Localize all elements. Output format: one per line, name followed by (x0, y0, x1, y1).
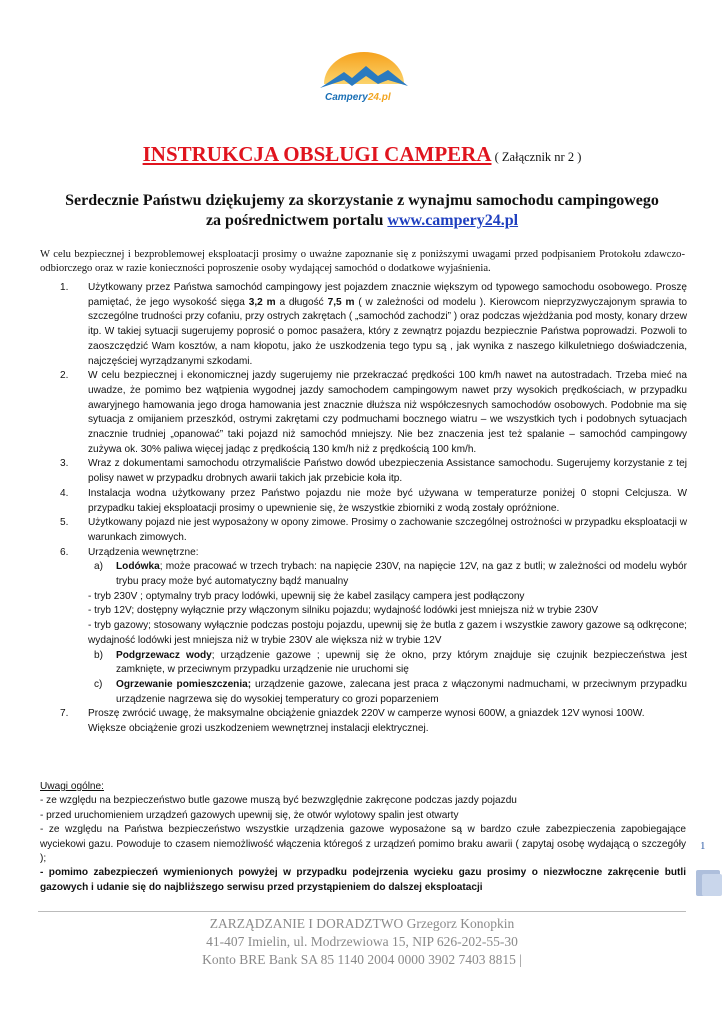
water-heater-text: ; urządzenie gazowe ; upewnij się że okno, przy którym znajduje się czujnik bezpieczeństwa jest zamknięte, w przeciwnym przypadku urządzenie nie uruchomi się (116, 649, 687, 676)
fridge-mode-230v: - tryb 230V ; optymalny tryb pracy lodówki, upewnij się że kabel zasilący campera jest podłączony (88, 590, 525, 602)
sub-item-letter: c) (94, 678, 103, 690)
item-2-text: W celu bezpiecznej i ekonomicznej jazdy sugerujemy nie przekraczać prędkości 100 km/h nawet na autostradach. Trzeba mieć na uwadze, że pomimo bez wątpienia wygodnej jazdy samochodem campingowym nawet przy wysokich prędkościach, w przypadku awaryjnego hamowania jego droga hamowania jest znacznie dłuższa niż współczesnych samochodów osobowych. Podobnie ma się sytuacja z omijaniem przeszkód, ostrymi zakrętami czy podmuchami bocznego wiatru – we wszystkich tych i podobnych sytuacjach znacznie trudniej „opanować” taki pojazd niż samochód mniejszy. Nie bez znaczenia jest też spalanie – samochód campingowy zużywa ok. 30% paliwa więcej jadąc z prędkością 130 km/h niż z prędkością 100 km/h. (88, 370, 687, 455)
footer-company: ZARZĄDZANIE I DORADZTWO Grzegorz Konopkin (209, 916, 515, 931)
list-item-number: 4. (60, 487, 69, 499)
item-7-text: Proszę zwrócić uwagę, że maksymalne obciążenie gniazdek 220V w camperze wynosi 600W, a gniazdek 12V wynosi 100W. (88, 708, 645, 720)
list-item-1 (60, 281, 687, 369)
sub-item-heating (60, 678, 687, 707)
general-notes-heading: Uwagi ogólne: (40, 781, 104, 792)
list-item-number: 2. (60, 370, 69, 382)
intro-paragraph: W celu bezpiecznej i bezproblemowej eksploatacji prosimy o uważne zapoznanie się z poniższymi uwagami przed podpisaniem Protokołu zdawczo-odbiorczego oraz w razie konieczności poproszenie osoby wydającej samochód o dodatkowe wyjaśnienia. (40, 249, 685, 274)
item-1-text-a: Użytkowany przez Państwa samochód campingowy jest pojazdem znacznie większym od typowego samochodu osobowego. Proszę pamiętać, że jego wysokość sięga (88, 282, 687, 308)
vehicle-height: 3,2 m (248, 296, 276, 308)
portal-link[interactable]: www.campery24.pl (387, 212, 519, 229)
general-note: - przed uruchomieniem urządzeń gazowych upewnij się, że otwór wylotowy spalin jest otwarty (40, 809, 459, 821)
page-number: 1 (700, 840, 706, 852)
list-item-number: 6. (60, 546, 69, 558)
thanks-line-2 (30, 211, 694, 231)
title-attachment: ( Załącznik nr 2 ) (491, 150, 582, 164)
item-3-text: Wraz z dokumentami samochodu otrzymaliście Państwo dowód ubezpieczenia Assistance samochodu. Sugerujemy korzystanie z tej polisy nawet w przypadku drobnych awarii takich jak przebicie koła itp. (88, 458, 687, 485)
title-main: INSTRUKCJA OBSŁUGI CAMPERA (142, 142, 492, 166)
list-item-2 (60, 369, 687, 457)
item-1-text-c: ( w zależności od modelu ). Kierowcom nieprzyzwyczajonym sprawia to szczególne trudności przy cofaniu, przy ostrych zakrętach ( „samochód zachodzi” ) oraz podczas wjeżdżania pod mosty, konary drzew itp. W takiej sytuacji sugerujemy poprosić o pomoc pasażera, który z zewnątrz pojazdu bezpiecznie Państwa poprowadzi. Pozwoli to zaoszczędzić Wam kosztów, a nam kłopotu, jako że uszkodzenia tego typu są , jak wynika z naszego kilkuletniego doświadczenia, najczęściej wyrządzanymi szkodami. (88, 296, 688, 367)
list-item-3 (60, 457, 687, 486)
thanks-heading (30, 191, 694, 231)
list-item-number: 7. (60, 708, 69, 720)
fridge-label: Lodówka (116, 561, 160, 573)
list-item-7 (60, 707, 687, 722)
thanks-line-2-text: za pośrednictwem portalu (205, 212, 384, 229)
sub-item-water-heater (60, 649, 687, 678)
general-notes (40, 780, 686, 895)
list-item-6 (60, 546, 687, 561)
list-item-number: 3. (60, 458, 69, 470)
general-note-emphasis: - pomimo zabezpieczeń wymienionych powyżej w przypadku podejrzenia wycieku gazu prosimy o niezwłoczne zakręcenie butli gazowych i udanie się do najbliższego serwisu przed przystąpieniem do dalszej eksploatacji (40, 867, 686, 893)
water-heater-label: Podgrzewacz wody (116, 649, 212, 661)
item-5-text: Użytkowany pojazd nie jest wyposażony w opony zimowe. Prosimy o zachowanie szczególnej ostrożności w przypadku eksploatacji w warunkach zimowych. (88, 517, 687, 543)
logo-suffix: 24.pl (367, 92, 391, 103)
list-item-4 (60, 487, 687, 516)
logo-brand: Campery (325, 92, 368, 103)
list-item-number: 1. (60, 282, 69, 293)
page-corner-decoration (692, 866, 724, 900)
vehicle-length: 7,5 m (327, 296, 355, 308)
general-note: - ze względu na Państwa bezpieczeństwo wszystkie urządzenia gazowe wyposażone są w bardzo czułe zabezpieczenia zapobiegające wyciekowi gazu. Powoduje to czasem niemożliwość włączenia któregoś z urządzeń pomimo braku awarii ( zapytaj osobę wydającą o szczegóły ); (40, 824, 686, 865)
fridge-mode-gas: - tryb gazowy; stosowany wyłącznie podczas postoju pojazdu, upewnij się że butla z gazem i wszystkie zawory gazowe są odkręcone; wydajność lodówki jest mniejsza niż w trybie 230V ale większa niż w trybie 12V (88, 620, 687, 646)
instructions-list (60, 281, 687, 737)
item-1-text-b: a długość (275, 296, 328, 308)
footer (0, 915, 724, 969)
sub-item-letter: a) (94, 561, 103, 573)
document-title (0, 142, 724, 167)
fridge-mode-12v: - tryb 12V; dostępny wyłącznie przy włączonym silniku pojazdu; wydajność lodówki jest mniejsza niż w trybie 230V (88, 605, 599, 617)
sub-item-fridge (60, 560, 687, 589)
logo-wordmark (325, 92, 391, 103)
item-6-text: Urządzenia wewnętrzne: (88, 546, 199, 558)
heating-label: Ogrzewanie pomieszczenia; (116, 678, 252, 690)
fridge-text: ; może pracować w trzech trybach: na napięcie 230V, na napięcie 12V, na gaz z butli; w zależności od modelu wybór trybu pracy może być automatyczny bądź manualny (116, 561, 687, 588)
item-4-text: Instalacja wodna użytkowany przez Państwo pojazdu nie może być używana w temperaturze poniżej 0 stopni Celcjusza. W przypadku takiej eksploatacji prosimy o upewnienie się, że wszystkie zbiorniki z wodą zostały opróżnione. (88, 487, 687, 514)
list-item-5 (60, 516, 687, 545)
thanks-line-1: Serdecznie Państwu dziękujemy za skorzystanie z wynajmu samochodu campingowego (65, 192, 659, 209)
item-7-warning: Większe obciążenie grozi uszkodzeniem wewnętrznej instalacji elektrycznej. (88, 723, 429, 735)
footer-bank-account: Konto BRE Bank SA 85 1140 2004 0000 3902 7403 8815 | (202, 952, 522, 967)
heating-text: urządzenie gazowe, zalecana jest praca z włączonymi nadmuchami, w przeciwnym przypadku urządzenie nagrzewa się do wysokiej temperatury co grozi poparzeniem (116, 678, 687, 705)
sub-item-letter: b) (94, 649, 103, 661)
footer-divider (38, 911, 686, 912)
footer-address: 41-407 Imielin, ul. Modrzewiowa 15, NIP 626-202-55-30 (206, 934, 518, 949)
list-item-number: 5. (60, 517, 69, 529)
general-note: - ze względu na bezpieczeństwo butle gazowe muszą być bezwzględnie zakręcone podczas jazdy pojazdu (40, 795, 517, 807)
